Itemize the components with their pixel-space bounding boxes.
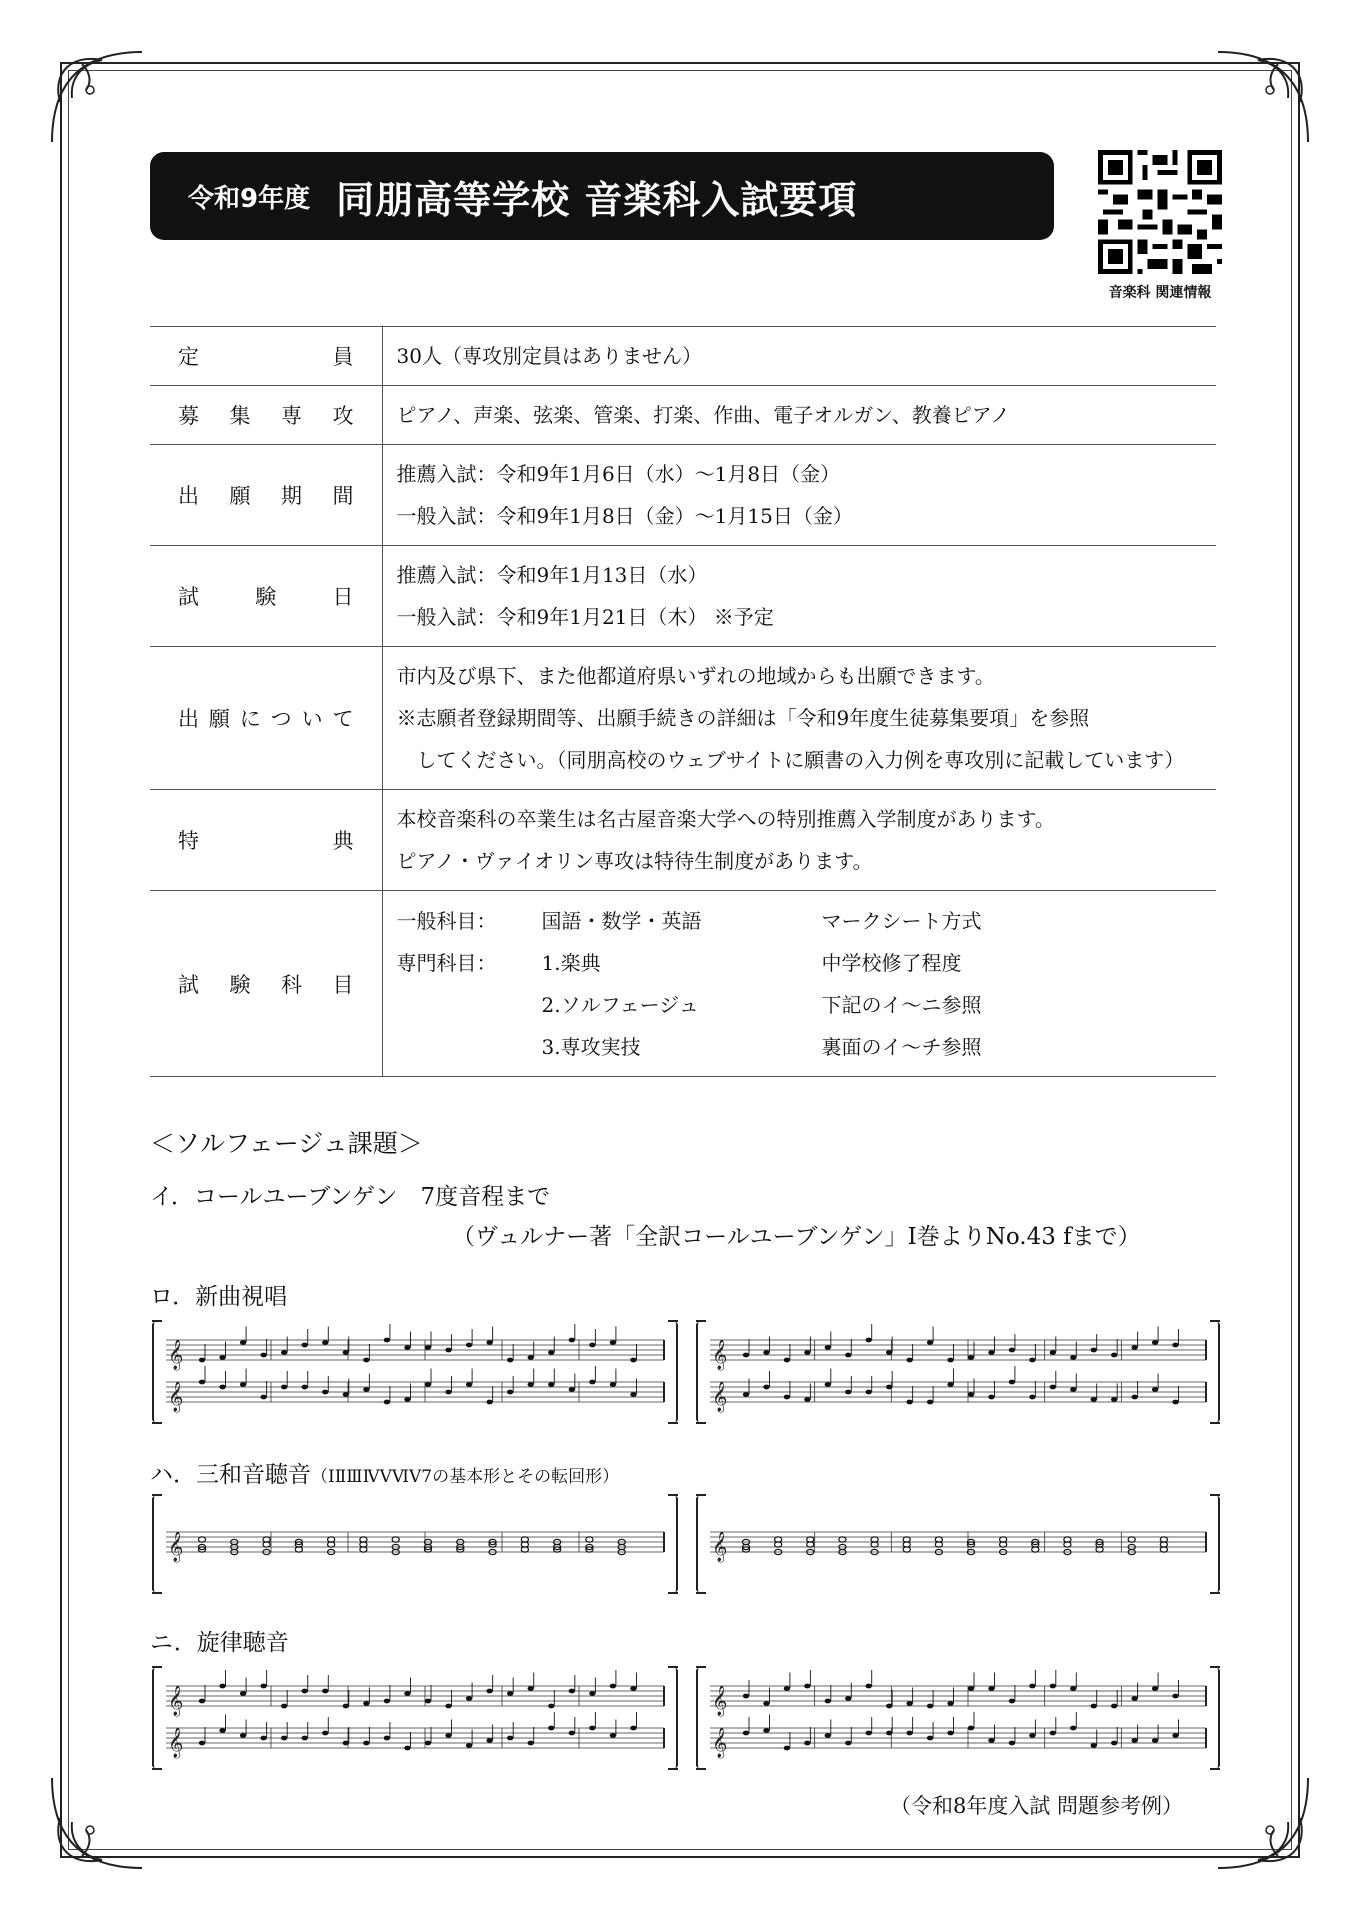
title-banner [150, 152, 1054, 240]
row-label-majors: 募 集 専 攻 [150, 386, 382, 445]
subject-row: 専門科目： 1.楽典 中学校修了程度 [396, 950, 962, 975]
triad-dictation-score-right [696, 1496, 1220, 1592]
svg-text:𝄞: 𝄞 [168, 1532, 184, 1562]
music-staff-icon [698, 1496, 1218, 1592]
melody-dictation-score-right [696, 1668, 1220, 1768]
svg-text:𝄞: 𝄞 [168, 1382, 184, 1412]
triad-dictation-score-left [152, 1496, 678, 1592]
svg-text:𝄞: 𝄞 [168, 1686, 184, 1716]
corner-ornament-icon [1208, 1768, 1318, 1878]
title-year: 令和9年度 [188, 183, 311, 214]
solfege-heading: ＜ソルフェージュ課題＞ [150, 1129, 423, 1158]
music-staff-icon [154, 1496, 676, 1592]
row-label-exam-date: 試 験 日 [150, 546, 382, 647]
svg-text:𝄞: 𝄞 [712, 1532, 728, 1562]
svg-text:𝄞: 𝄞 [712, 1728, 728, 1758]
section-ni-title: ニ．旋律聴音 [150, 1630, 289, 1656]
svg-text:𝄞: 𝄞 [168, 1340, 184, 1370]
section-i-title: イ．コールユーブンゲン 7度音程まで [150, 1184, 551, 1210]
row-value-subjects [382, 891, 1216, 1077]
svg-text:𝄞: 𝄞 [712, 1382, 728, 1412]
section-ro-title: ロ．新曲視唱 [150, 1284, 288, 1310]
table-row [150, 891, 1216, 1077]
music-staff-icon [154, 1668, 676, 1768]
table-row [150, 790, 1216, 891]
melody-dictation-score-left [152, 1668, 678, 1768]
sight-singing-score-right [696, 1322, 1220, 1422]
reference-note: （令和8年度入試 問題参考例） [890, 1794, 1184, 1818]
subject-row: 2.ソルフェージュ 下記のイ〜ニ参照 [541, 992, 982, 1017]
corner-ornament-icon [42, 42, 152, 152]
table-row [150, 445, 1216, 546]
row-value-exam-date: 推薦入試：令和9年1月13日（水） 一般入試：令和9年1月21日（木） ※予定 [382, 546, 1216, 647]
corner-ornament-icon [42, 1768, 152, 1878]
table-row [150, 327, 1216, 386]
row-value-capacity: 30人（専攻別定員はありません） [382, 327, 1216, 386]
svg-text:𝄞: 𝄞 [712, 1686, 728, 1716]
qr-caption: 音楽科 関連情報 [1108, 285, 1212, 301]
music-staff-icon [154, 1322, 676, 1422]
page-title: 同朋高等学校 音楽科入試要項 [336, 177, 858, 222]
row-label-period: 出 願 期 間 [150, 445, 382, 546]
table-row [150, 386, 1216, 445]
table-row [150, 546, 1216, 647]
section-ha-title: ハ．三和音聴音（ⅠⅡⅢⅣⅤⅥⅤ7の基本形とその転回形） [150, 1462, 620, 1488]
subject-row: 一般科目： 国語・数学・英語 マークシート方式 [396, 908, 982, 933]
music-staff-icon [698, 1668, 1218, 1768]
section-ha-note: （ⅠⅡⅢⅣⅤⅥⅤ7の基本形とその転回形） [311, 1467, 620, 1487]
row-value-period: 推薦入試：令和9年1月6日（水）〜1月8日（金） 一般入試：令和9年1月8日（金）〜1月15日（金） [382, 445, 1216, 546]
row-label-application: 出 願 に つ い て [150, 647, 382, 790]
corner-ornament-icon [1208, 42, 1318, 152]
row-value-application: 市内及び県下、また他都道府県いずれの地域からも出願できます。 ※志願者登録期間等、出願手続きの詳細は「令和9年度生徒募集要項」を参照 してください。（同朋高校のウェブサイトに願書の入力例を専攻別に記載しています） [382, 647, 1216, 790]
subject-row: 3.専攻実技 裏面のイ〜チ参照 [541, 1034, 982, 1059]
row-value-majors: ピアノ、声楽、弦楽、管楽、打楽、作曲、電子オルガン、教養ピアノ [382, 386, 1216, 445]
row-label-capacity: 定 員 [150, 327, 382, 386]
sight-singing-score-left [152, 1322, 678, 1422]
row-label-subjects: 試 験 科 目 [150, 891, 382, 1077]
admission-info-table [150, 326, 1216, 1077]
row-label-benefits: 特 典 [150, 790, 382, 891]
row-value-benefits: 本校音楽科の卒業生は名古屋音楽大学への特別推薦入学制度があります。 ピアノ・ヴァイオリン専攻は特待生制度があります。 [382, 790, 1216, 891]
svg-text:𝄞: 𝄞 [168, 1728, 184, 1758]
qr-code-icon[interactable] [1098, 150, 1222, 274]
music-staff-icon [698, 1322, 1218, 1422]
section-i-note: （ヴュルナー著「全訳コールユーブンゲン」Ⅰ巻よりNo.43 fまで） [452, 1224, 1141, 1250]
svg-text:𝄞: 𝄞 [712, 1340, 728, 1370]
table-row [150, 647, 1216, 790]
